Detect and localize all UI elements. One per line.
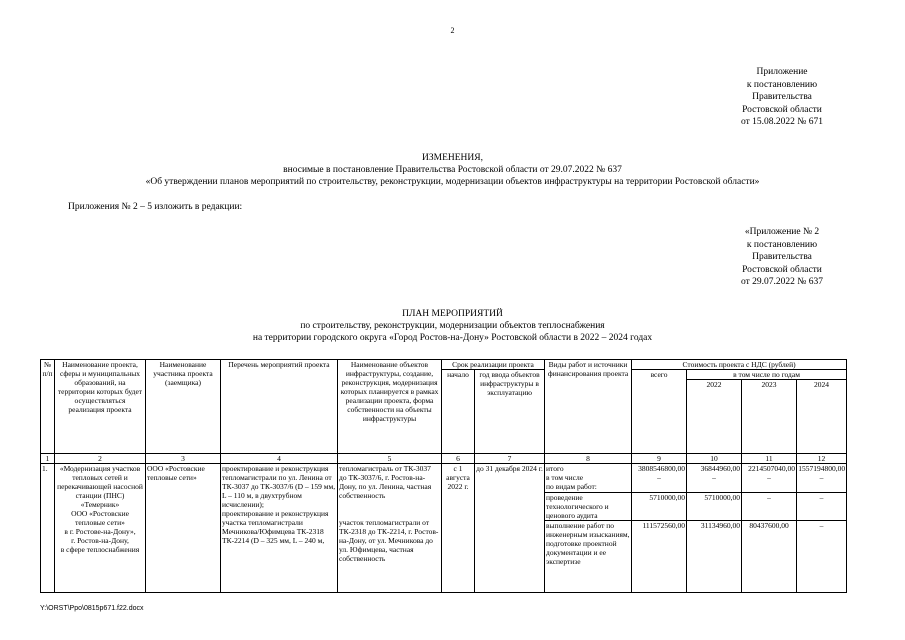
dash: – (657, 473, 661, 482)
appendix-2-line: от 29.07.2022 № 637 (741, 277, 823, 287)
col-number: 8 (545, 454, 632, 464)
col-number: 7 (475, 454, 545, 464)
row-measures: проектирование и реконструкция тепломагистрали по ул. Ленина от ТК-3037 до ТК-3037/6 (D – 159 мм, L – 110 м, в двухтрубном исчислении); проектирование и реконструкция участка тепломагистрали Мечникова/Юфимцева ТК-2318 ТК-2214 (D – 325 мм, L – 240 м, (221, 464, 338, 593)
header-start: начало (442, 370, 475, 454)
appendix-top-line: Приложение (756, 67, 808, 77)
header-measures: Перечень мероприятий проекта (221, 360, 338, 454)
appendix-top-line: от 15.08.2022 № 671 (741, 117, 823, 127)
header-2023: 2023 (742, 380, 797, 454)
col-number: 9 (632, 454, 687, 464)
plan-table-wrap (40, 359, 846, 593)
changes-heading (0, 152, 905, 188)
appendix-2-line: Правительства (752, 252, 812, 262)
row-kind-design: выполнение работ по инженерным изысканиям, подготовке проектной документации и ее экспертизе (545, 521, 632, 593)
header-participant: Наименование участника проекта (заемщика) (146, 360, 221, 454)
plan-table (40, 359, 847, 593)
appendix-top-line: Ростовской области (742, 104, 822, 115)
col-number: 11 (742, 454, 797, 464)
page-number: 2 (450, 26, 455, 35)
col-number: 5 (338, 454, 442, 464)
plan-line2: по строительству, реконструкции, модернизации объектов теплоснабжения (300, 321, 605, 331)
plan-title: ПЛАН МЕРОПРИЯТИЙ (402, 309, 503, 319)
col-number: 12 (797, 454, 847, 464)
dash: – (712, 473, 716, 482)
row-start: с 1 августа 2022 г. (442, 464, 475, 593)
plan-line3: на территории городского округа «Город Ростов-на-Дону» Ростовской области в 2022 – 2024 годах (252, 333, 653, 343)
header-end: год ввода объектов инфраструктуры в эксплуатацию (475, 370, 545, 454)
changes-line2: вносимые в постановление Правительства Ростовской области от 29.07.2022 № 637 (283, 165, 622, 175)
row-end: до 31 декабря 2024 г. (475, 464, 545, 593)
changes-title: ИЗМЕНЕНИЯ, (422, 153, 483, 163)
value: 3808546800,00 (638, 464, 686, 473)
value: 36844960,00 (700, 464, 741, 473)
header-objects: Наименование объектов инфраструктуры, создание, реконструкция, модернизация которых планируется в рамках реализации проекта, форма собственности на объекты инфраструктуры (338, 360, 442, 454)
col-number: 6 (442, 454, 475, 464)
appendix-2-block (741, 226, 823, 289)
header-kinds: Виды работ и источники финансирования проекта (545, 360, 632, 454)
row-kind-total: итого в том числе по видам работ: (545, 464, 632, 493)
dash: – (819, 473, 824, 482)
appendix-2-line: «Приложение № 2 (744, 227, 820, 237)
col-number: 10 (687, 454, 742, 464)
row-project: «Модернизация участков тепловых сетей и перекачивающей насосной станции (ПНС) «Темерник» ООО «Ростовские тепловые сети» в г. Ростове-на-Дону», г. Ростов-на-Дону, в сфере теплоснабжения (55, 464, 146, 593)
footer-path: Y:\ORST\Ppo\0815p671.f22.docx (40, 605, 144, 612)
row-total-all (632, 464, 687, 493)
header-project: Наименование проекта, сферы и муниципальных образований, на территории которых будет осуществляться реализация проекта (55, 360, 146, 454)
col-number: 2 (55, 454, 146, 464)
audit-total: 5710000,00 (632, 493, 687, 521)
appendix-top-line: Правительства (752, 92, 812, 102)
appendix-2-line: Ростовской области (742, 264, 822, 275)
row-participant: ООО «Ростовские тепловые сети» (146, 464, 221, 593)
row-total-2022 (687, 464, 742, 493)
audit-2023: – (742, 493, 797, 521)
audit-2024: – (797, 493, 847, 521)
design-2022: 31134960,00 (687, 521, 742, 593)
design-2023: 80437600,00 (742, 521, 797, 593)
audit-2022: 5710000,00 (687, 493, 742, 521)
value: 2214507040,00 (748, 464, 796, 473)
col-number: 3 (146, 454, 221, 464)
header-num: № п/п (41, 360, 55, 454)
design-total: 111572560,00 (632, 521, 687, 593)
row-total-2024 (797, 464, 847, 493)
header-2024: 2024 (797, 380, 847, 454)
header-by-years: в том числе по годам (687, 370, 847, 380)
header-total: всего (632, 370, 687, 454)
row-objects: тепломагистраль от ТК-3037 до ТК-3037/6, г. Ростов-на-Дону, по ул. Ленина, частная собственность участок тепломагистрали от ТК-2318 до ТК-2214, г. Ростов-на-Дону, от ул. Мечникова до ул. Юфимцева, частная собственность (338, 464, 442, 593)
design-2024: – (797, 521, 847, 593)
appendix-top-block (741, 66, 823, 129)
header-cost: Стоимость проекта с НДС (рублей) (632, 360, 847, 370)
appendix-top-line: к постановлению (746, 79, 818, 90)
header-term: Срок реализации проекта (442, 360, 545, 370)
changes-line3: «Об утверждении планов мероприятий по строительству, реконструкции, модернизации объектов инфраструктуры на территории Ростовской области» (145, 177, 760, 187)
value: 1557194800,00 (798, 464, 846, 473)
row-total-2023 (742, 464, 797, 493)
row-num: 1. (41, 464, 55, 593)
col-number: 4 (221, 454, 338, 464)
col-number: 1 (41, 454, 55, 464)
plan-heading (0, 308, 905, 344)
appendix-2-line: к постановлению (746, 239, 818, 250)
row-kind-audit: проведение технологического и ценового аудита (545, 493, 632, 521)
dash: – (767, 473, 771, 482)
header-2022: 2022 (687, 380, 742, 454)
lead-text: Приложения № 2 – 5 изложить в редакции: (68, 202, 243, 212)
